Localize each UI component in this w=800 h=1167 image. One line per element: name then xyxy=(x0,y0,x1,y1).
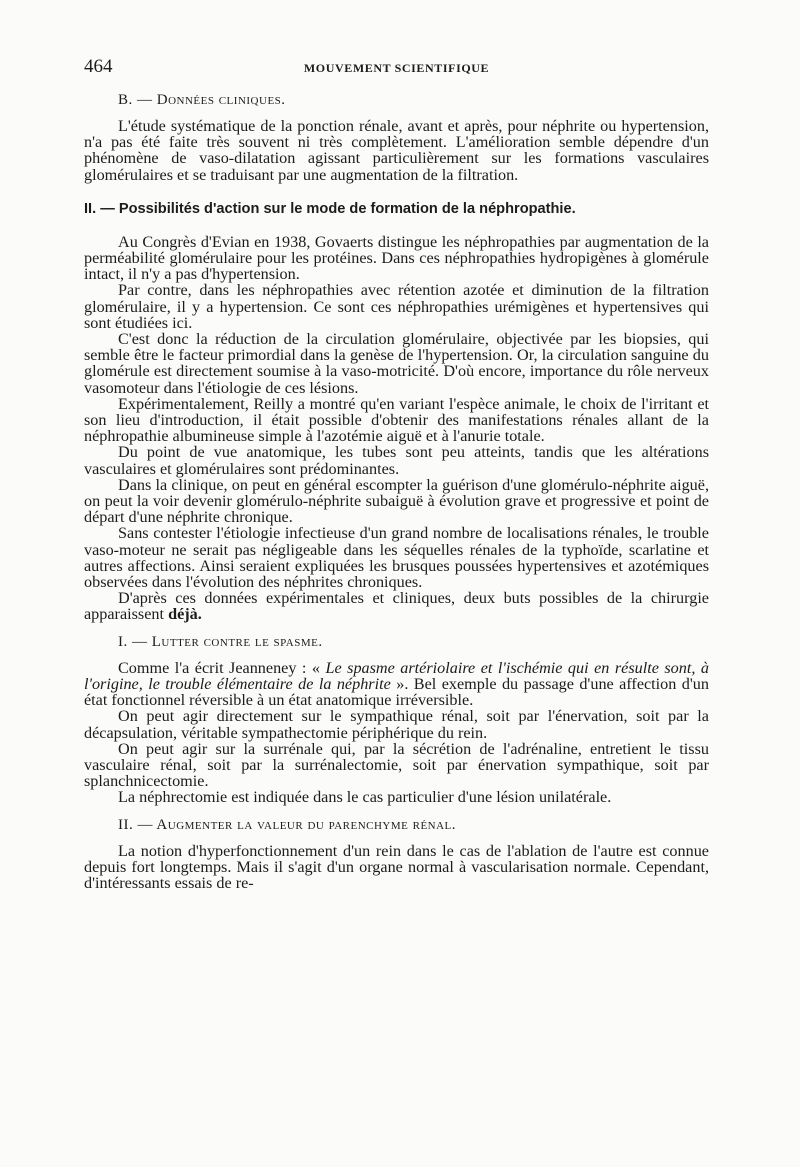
running-head: MOUVEMENT SCIENTIFIQUE xyxy=(303,61,490,75)
paragraph: Dans la clinique, on peut en général escompter la guérison d'une glomérulo-néphrite aiguë, on peut la voir devenir glomérulo-néphrite subaiguë à évolution grave et progressive et point de départ d'une néphrite chronique. xyxy=(84,475,709,527)
paragraph: Sans contester l'étiologie infectieuse d'un grand nombre de localisations rénales, le trouble vaso-moteur ne serait pas négligeable dans les séquelles rénales de la typhoïde, scarlatine et autres affections. Ainsi seraient expliquées les brusques poussées hypertensives et azotémiques observées dans l'évolution des néphrites chroniques. xyxy=(84,524,709,592)
paragraph: La notion d'hyperfonctionnement d'un rein dans le cas de l'ablation de l'autre est connue depuis fort longtemps. Mais il s'agit d'un organe normal à vascularisation normale. Cependant, d'intéressants essais de re- xyxy=(84,841,709,892)
page-number: 464 xyxy=(84,56,113,77)
paragraph xyxy=(84,590,709,622)
subsection-heading-i: I. — Lutter contre le spasme. xyxy=(118,633,323,650)
page-header xyxy=(84,56,709,80)
paragraph: On peut agir sur la surrénale qui, par la sécrétion de l'adrénaline, entretient le tissu vasculaire rénal, soit par la surrénalectomie, soit par énervation sympathique, soit par splanchnicectomie. xyxy=(84,739,709,791)
paragraph: L'étude systématique de la ponction rénale, avant et après, pour néphrite ou hypertension, n'a pas été faite très souvent ni très complètement. L'amélioration semble dépendre d'un phénomène de vaso-dilatation agissant particulièrement sur les formations vasculaires glomérulaires et se traduisant par une augmentation de la filtration. xyxy=(84,117,709,184)
paragraph: Expérimentalement, Reilly a montré qu'en variant l'espèce animale, le choix de l'irritant et son lieu d'introduction, il était possible d'obtenir des manifestations rénales allant de la néphropathie albumineuse simple à l'azotémie aiguë et à l'anurie totale. xyxy=(84,394,709,446)
section-heading-b: B. — Données cliniques. xyxy=(118,92,286,108)
quote-intro: Comme l'a écrit Jeanneney : « xyxy=(118,658,326,677)
paragraph-text: D'après ces données expérimentales et cliniques, deux buts possibles de la chirurgie apparaissent xyxy=(84,589,709,624)
quotation-paragraph xyxy=(84,660,709,709)
paragraph: On peut agir directement sur le sympathique rénal, soit par l'énervation, soit par la décapsulation, véritable sympathectomie périphérique du rein. xyxy=(84,707,709,742)
paragraph: La néphrectomie est indiquée dans le cas particulier d'une lésion unilatérale. xyxy=(118,788,612,807)
quote-italic: Le spasme artériolaire et l'ischémie qui en résulte sont, à l'origine, le trouble élémentaire de la néphrite xyxy=(84,658,709,693)
paragraph: C'est donc la réduction de la circulation glomérulaire, objectivée par les biopsies, qui semble être le facteur primordial dans la genèse de l'hypertension. Or, la circulation sanguine du glomérule est directement soumise à la vaso-motricité. D'où encore, importance du rôle nerveux vasomoteur dans l'étiologie de ces lésions. xyxy=(84,330,709,397)
paragraph: Du point de vue anatomique, les tubes sont peu atteints, tandis que les altérations vasculaires et glomérulaires sont prédominantes. xyxy=(84,443,709,478)
paragraph: Par contre, dans les néphropathies avec rétention azotée et diminution de la filtration glomérulaire, il y a hypertension. Ce sont ces néphropathies urémigènes et hypertensives qui sont étudiées ici. xyxy=(84,281,709,332)
page-body xyxy=(84,92,709,891)
paragraph: Au Congrès d'Evian en 1938, Govaerts distingue les néphropathies par augmentation de la perméabilité glomérulaire pour les protéines. Dans ces néphropathies hydropigènes à glomérule intact, il n'y a pas d'hypertension. xyxy=(84,232,709,284)
subsection-heading-ii: II. — Augmenter la valeur du parenchyme rénal. xyxy=(118,816,457,833)
quote-rest: ». Bel exemple du passage d'une affection d'un état fonctionnel réversible à un état anatomique irréversible. xyxy=(84,674,709,710)
section-heading-ii: II. — Possibilités d'action sur le mode de formation de la néphropathie. xyxy=(84,200,576,217)
bold-word: déjà. xyxy=(168,605,202,624)
